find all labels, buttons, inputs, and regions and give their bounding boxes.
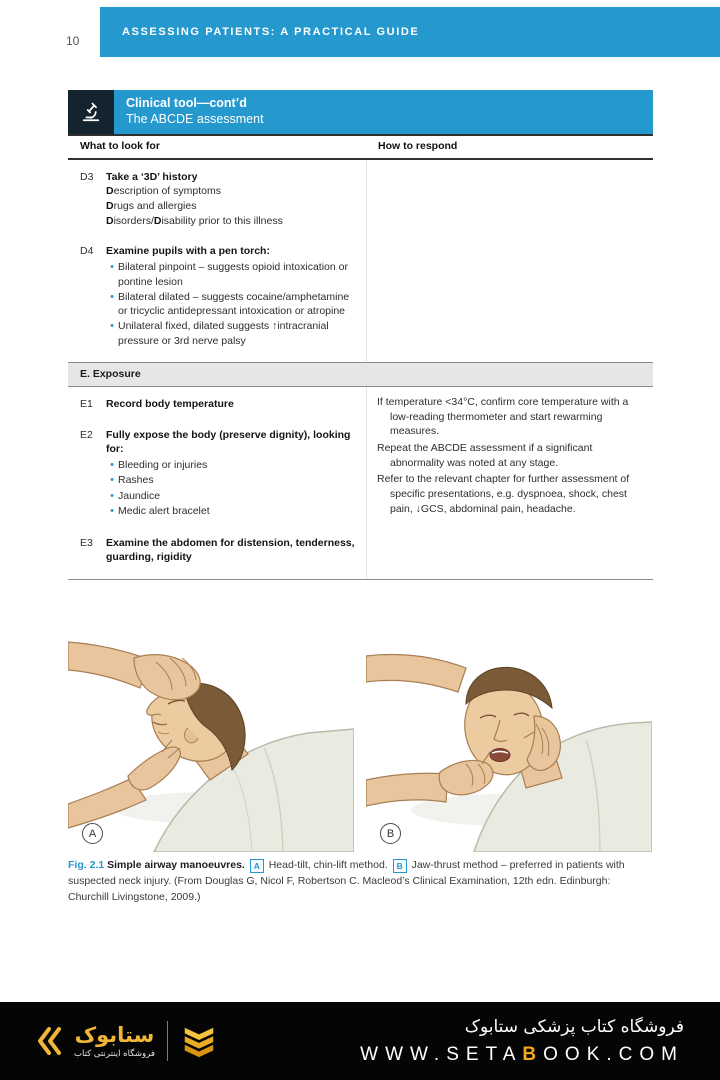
figure-caption <box>68 858 654 905</box>
respond-cell-d <box>366 160 653 363</box>
col-header-respond: How to respond <box>378 140 458 152</box>
list-item <box>106 260 358 289</box>
item-content <box>106 170 358 229</box>
bullet-text: Bilateral dilated – suggests cocaine/amphetamine or tricyclic antidepressant intoxication or atropine <box>118 290 350 318</box>
setabook-logo <box>36 1021 218 1061</box>
website-url <box>360 1044 684 1066</box>
list-item <box>106 504 358 519</box>
bullet-text: Jaundice <box>118 489 161 502</box>
jaw-thrust-illustration <box>366 612 652 852</box>
respond-paragraph: Repeat the ABCDE assessment if a significant abnormality was noted at any stage. <box>377 442 593 469</box>
item-content <box>106 244 358 348</box>
footer-bar <box>0 1002 720 1080</box>
item-code: E2 <box>80 428 93 441</box>
bullet-text: Rashes <box>118 474 154 487</box>
panel-label-a: A <box>82 823 103 844</box>
mnemonic-rest: rugs and allergies <box>113 200 197 213</box>
caption-marker-a: A <box>250 859 264 873</box>
url-highlight: B <box>522 1043 544 1065</box>
mnemonic-line <box>106 214 358 229</box>
look-cell-d <box>68 160 366 363</box>
url-part: OOK.COM <box>543 1043 684 1065</box>
item-code: E3 <box>80 536 93 549</box>
item-heading: Fully expose the body (preserve dignity), looking for: <box>106 428 351 456</box>
mnemonic-rest: isorders/ <box>113 214 154 227</box>
bullet-icon: • <box>110 319 114 332</box>
clinical-tool-title: Clinical tool—cont’d <box>126 96 247 110</box>
table-row-e1 <box>80 397 358 412</box>
store-title-fa: فروشگاه کتاب پزشکی ستابوک <box>464 1016 684 1037</box>
item-heading: Record body temperature <box>106 397 234 410</box>
book-stack-icon <box>180 1021 218 1061</box>
logo-text-block <box>74 1023 155 1059</box>
caption-text-a: Head-tilt, chin-lift method. <box>268 859 388 871</box>
respond-paragraph: If temperature <34°C, confirm core temperature with a low-reading thermometer and start rewarming measures. <box>377 395 629 438</box>
list-item <box>106 319 358 348</box>
panel-label-b: B <box>380 823 401 844</box>
figure-label: Fig. 2.1 <box>68 859 105 871</box>
microscope-icon-glyph <box>80 101 102 123</box>
table-header-row <box>68 134 653 160</box>
table-row-d3 <box>80 170 358 229</box>
microscope-icon <box>68 90 114 134</box>
chapter-header-banner <box>100 7 720 57</box>
bullet-text: Bilateral pinpoint – suggests opioid intoxication or pontine lesion <box>118 261 348 288</box>
section-row-exposure: E. Exposure <box>68 362 653 387</box>
respond-cell-e <box>366 387 653 579</box>
bullet-icon: • <box>110 261 114 274</box>
clinical-tool-titlebar <box>114 90 653 134</box>
bullet-icon: • <box>110 459 114 471</box>
respond-paragraph: Refer to the relevant chapter for further assessment of specific presentations, e.g. dyspnoea, shock, chest pain, ↓GCS, abdominal pain, headache. <box>377 473 630 515</box>
item-content <box>106 397 358 412</box>
mnemonic-rest: escription of symptoms <box>113 185 221 198</box>
list-item <box>106 290 358 319</box>
list-item <box>106 473 358 488</box>
item-heading: Examine the abdomen for distension, tenderness, guarding, rigidity <box>106 536 355 564</box>
caption-text-b: Jaw-thrust method – preferred in patients with suspected neck injury. <box>68 859 625 887</box>
mnemonic-bold: D <box>153 214 162 227</box>
chapter-title: ASSESSING PATIENTS: A PRACTICAL GUIDE <box>122 26 420 38</box>
item-code: D4 <box>80 245 94 258</box>
caption-marker-b: B <box>393 859 407 873</box>
bullet-icon: • <box>110 474 114 487</box>
item-heading: Take a ‘3D’ history <box>106 170 198 183</box>
item-content <box>106 536 358 565</box>
logo-divider <box>167 1021 168 1061</box>
bullet-text: Medic alert bracelet <box>118 505 210 518</box>
bullet-icon: • <box>110 505 114 518</box>
item-code: D3 <box>80 170 94 183</box>
bullet-icon: • <box>110 290 114 303</box>
clinical-tool-subtitle: The ABCDE assessment <box>126 112 264 127</box>
figure-panel-b <box>366 612 652 852</box>
table-row-d4 <box>80 244 358 348</box>
url-part: WWW.SETA <box>360 1043 523 1065</box>
col-header-look: What to look for <box>80 140 160 152</box>
double-chevron-icon <box>36 1025 62 1057</box>
figure-title: Simple airway manoeuvres. <box>107 859 245 871</box>
mnemonic-rest: isability prior to this illness <box>161 214 283 227</box>
mnemonic-bold: D <box>106 185 114 198</box>
head-tilt-chin-lift-illustration <box>68 612 354 852</box>
table-row-e2 <box>80 428 358 520</box>
look-cell-e <box>68 387 366 579</box>
item-heading: Examine pupils with a pen torch: <box>106 245 270 258</box>
abcde-assessment-table <box>68 134 653 580</box>
page-number: 10 <box>66 34 80 48</box>
list-item <box>106 489 358 504</box>
footer-text-block <box>360 1017 684 1066</box>
bullet-text: Bleeding or injuries <box>118 459 208 471</box>
bullet-list <box>106 458 358 520</box>
logo-wordmark-fa: ستابوک <box>74 1023 155 1047</box>
caption-source: (From Douglas G, Nicol F, Robertson C. Macleod’s Clinical Examination, 12th edn. Edinburgh: Churchill Livingstone, 2009.) <box>68 874 611 903</box>
item-content <box>106 428 358 520</box>
list-item <box>106 458 358 473</box>
table-section-d <box>68 160 653 363</box>
table-section-e <box>68 387 653 579</box>
bullet-text: Unilateral fixed, dilated suggests ↑intracranial pressure or 3rd nerve palsy <box>118 319 329 347</box>
logo-subtitle-fa: فروشگاه اینترنتی کتاب <box>74 1049 155 1059</box>
item-code: E1 <box>80 397 93 410</box>
mnemonic-line <box>106 184 358 199</box>
figure-panel-a <box>68 612 354 852</box>
bullet-icon: • <box>110 489 114 502</box>
mnemonic-line <box>106 199 358 214</box>
mnemonic-bold: D <box>106 200 114 213</box>
mnemonic-bold: D <box>106 214 114 227</box>
table-row-e3 <box>80 536 358 565</box>
clinical-tool-header <box>68 90 653 134</box>
bullet-list <box>106 260 358 348</box>
